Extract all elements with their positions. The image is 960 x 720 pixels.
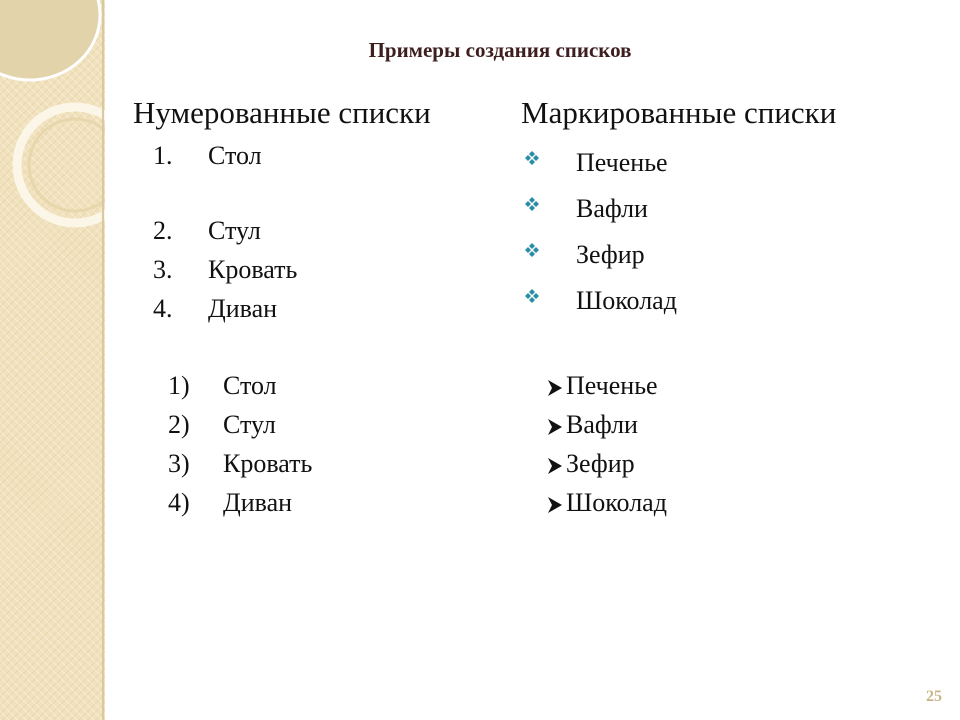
list-text: Зефир	[566, 449, 635, 478]
list-text: Кровать	[208, 255, 298, 284]
list-item	[153, 294, 277, 324]
arrowhead-bullet-icon	[546, 378, 564, 398]
list-item	[524, 194, 648, 224]
list-item	[546, 449, 635, 479]
numbered-lists-heading: Нумерованные списки	[133, 95, 431, 130]
list-item	[546, 410, 638, 440]
list-text: Диван	[208, 294, 278, 323]
list-text: Стол	[208, 141, 262, 170]
diamond-bullet-icon	[524, 288, 540, 304]
side-panel-divider	[102, 0, 104, 720]
list-number: 4.	[153, 294, 173, 323]
decorative-rings	[0, 0, 105, 720]
list-text: Зефир	[576, 240, 645, 269]
list-text: Шоколад	[576, 286, 677, 315]
list-item	[168, 410, 276, 440]
decorative-side-panel	[0, 0, 105, 720]
list-text: Кровать	[223, 449, 313, 478]
list-text: Шоколад	[566, 488, 667, 517]
list-number: 2.	[153, 216, 173, 245]
list-item	[546, 371, 658, 401]
diamond-bullet-icon	[524, 242, 540, 258]
bulleted-lists-heading: Маркированные списки	[521, 95, 837, 130]
list-number: 1)	[168, 371, 190, 400]
list-text: Печенье	[576, 148, 668, 177]
list-text: Вафли	[566, 410, 638, 439]
list-item	[524, 286, 677, 316]
page-number: 25	[926, 688, 942, 705]
list-number: 3)	[168, 449, 190, 478]
list-item	[524, 240, 645, 270]
list-text: Печенье	[566, 371, 658, 400]
list-text: Стул	[223, 410, 276, 439]
list-text: Диван	[223, 488, 293, 517]
list-text: Вафли	[576, 194, 648, 223]
arrowhead-bullet-icon	[546, 456, 564, 476]
list-item	[168, 449, 312, 479]
list-number: 3.	[153, 255, 173, 284]
list-item	[546, 488, 667, 518]
list-number: 1.	[153, 141, 173, 170]
list-item	[168, 371, 277, 401]
list-item	[153, 216, 261, 246]
list-item	[168, 488, 292, 518]
list-text: Стол	[223, 371, 277, 400]
diamond-bullet-icon	[524, 150, 540, 166]
list-item	[153, 255, 297, 285]
list-item	[524, 148, 668, 178]
slide-title: Примеры создания списков	[368, 38, 632, 62]
list-number: 2)	[168, 410, 190, 439]
list-text: Стул	[208, 216, 261, 245]
arrowhead-bullet-icon	[546, 417, 564, 437]
arrowhead-bullet-icon	[546, 495, 564, 515]
list-number: 4)	[168, 488, 190, 517]
list-item	[153, 141, 262, 171]
diamond-bullet-icon	[524, 196, 540, 212]
